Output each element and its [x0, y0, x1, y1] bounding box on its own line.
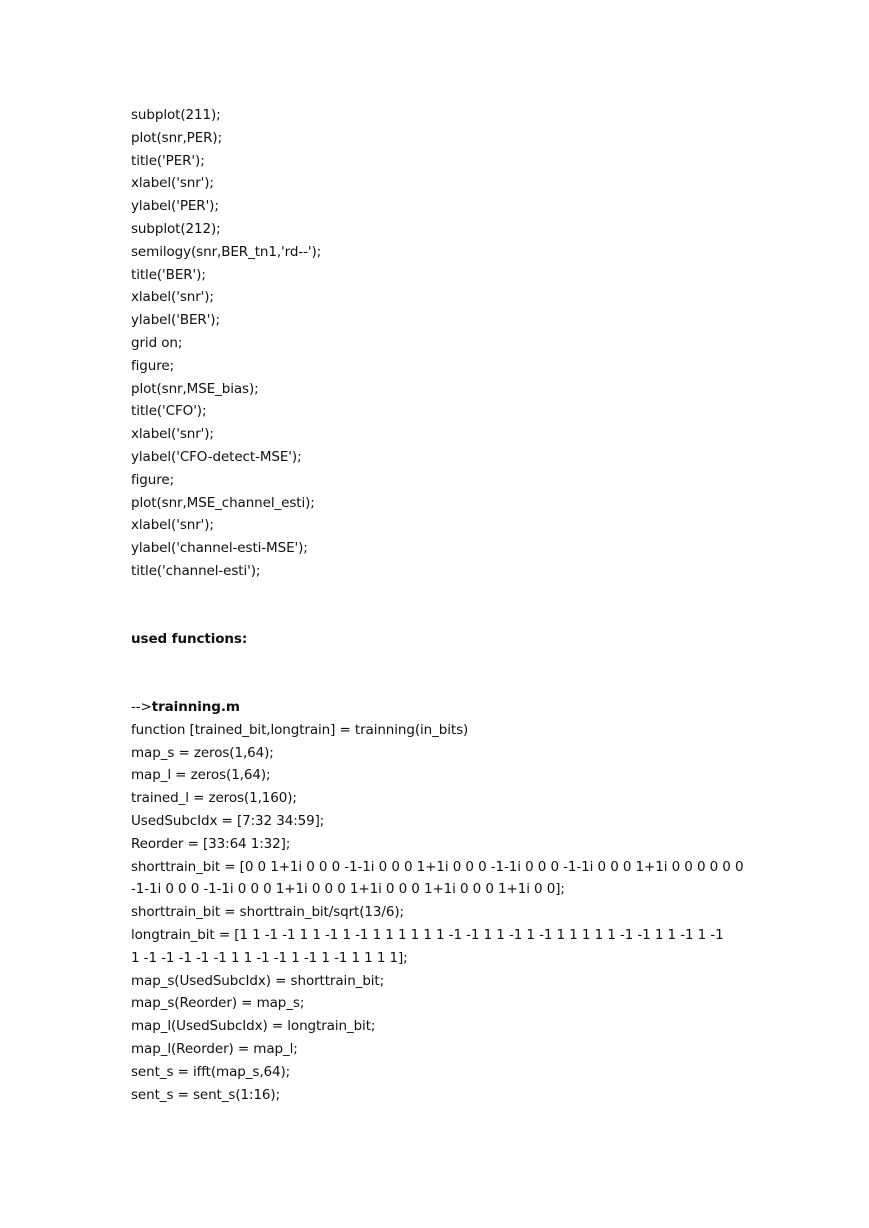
code-line: title('CFO'); [131, 403, 207, 420]
code-line: Reorder = [33:64 1:32]; [131, 835, 291, 852]
code-line: figure; [131, 357, 175, 374]
code-line: trained_l = zeros(1,160); [131, 790, 297, 807]
code-line: semilogy(snr,BER_tn1,'rd--'); [131, 243, 322, 260]
code-line: shorttrain_bit = [0 0 1+1i 0 0 0 -1-1i 0 0 0 1+1i 0 0 0 -1-1i 0 0 0 -1-1i 0 0 0 1+1i 0 0 0 0 0 0 [131, 858, 744, 875]
code-line: 1 -1 -1 -1 -1 -1 1 1 -1 -1 1 -1 1 -1 1 1 1 1]; [131, 949, 408, 966]
code-line: plot(snr,MSE_channel_esti); [131, 494, 315, 511]
file-name: trainning.m [151, 699, 240, 715]
code-line: subplot(212); [131, 220, 221, 237]
code-line: xlabel('snr'); [131, 426, 214, 443]
code-line: xlabel('snr'); [131, 289, 214, 306]
code-line: shorttrain_bit = shorttrain_bit/sqrt(13/6); [131, 904, 404, 921]
code-line: map_l(UsedSubcIdx) = longtrain_bit; [131, 1018, 376, 1035]
code-line: longtrain_bit = [1 1 -1 -1 1 1 -1 1 -1 1 1 1 1 1 1 -1 -1 1 1 -1 1 -1 1 1 1 1 1 -1 -1 1 1 -1 1 -1 [131, 926, 724, 943]
code-line: function [trained_bit,longtrain] = trainning(in_bits) [131, 721, 469, 738]
code-line: ylabel('channel-esti-MSE'); [131, 540, 308, 557]
code-line: grid on; [131, 334, 183, 351]
code-line: sent_s = ifft(map_s,64); [131, 1063, 291, 1080]
code-line: map_l(Reorder) = map_l; [131, 1040, 298, 1057]
code-line: xlabel('snr'); [131, 175, 214, 192]
code-line: -1-1i 0 0 0 -1-1i 0 0 0 1+1i 0 0 0 1+1i 0 0 0 1+1i 0 0 0 1+1i 0 0]; [131, 881, 565, 898]
code-line: map_s(Reorder) = map_s; [131, 995, 305, 1012]
code-line: map_s = zeros(1,64); [131, 744, 274, 761]
code-block-trainning [131, 696, 751, 1106]
code-line: subplot(211); [131, 107, 221, 123]
code-line: figure; [131, 471, 175, 488]
code-line: xlabel('snr'); [131, 517, 214, 534]
code-line: title('BER'); [131, 266, 206, 283]
code-line: title('PER'); [131, 152, 205, 169]
file-title-line [131, 696, 751, 719]
code-line: ylabel('PER'); [131, 198, 219, 215]
code-block-plotting [131, 104, 751, 583]
code-line: plot(snr,PER); [131, 129, 223, 146]
code-line: title('channel-esti'); [131, 562, 261, 579]
code-line: plot(snr,MSE_bias); [131, 380, 259, 397]
code-line: ylabel('CFO-detect-MSE'); [131, 448, 302, 465]
code-line: ylabel('BER'); [131, 312, 220, 329]
code-line: map_l = zeros(1,64); [131, 767, 271, 784]
code-line: UsedSubcIdx = [7:32 34:59]; [131, 812, 325, 829]
file-arrow-prefix: --> [131, 699, 152, 715]
section-heading [131, 628, 751, 651]
used-functions-heading: used functions: [131, 631, 248, 647]
code-line: sent_s = sent_s(1:16); [131, 1086, 281, 1103]
code-line: map_s(UsedSubcIdx) = shorttrain_bit; [131, 972, 385, 989]
